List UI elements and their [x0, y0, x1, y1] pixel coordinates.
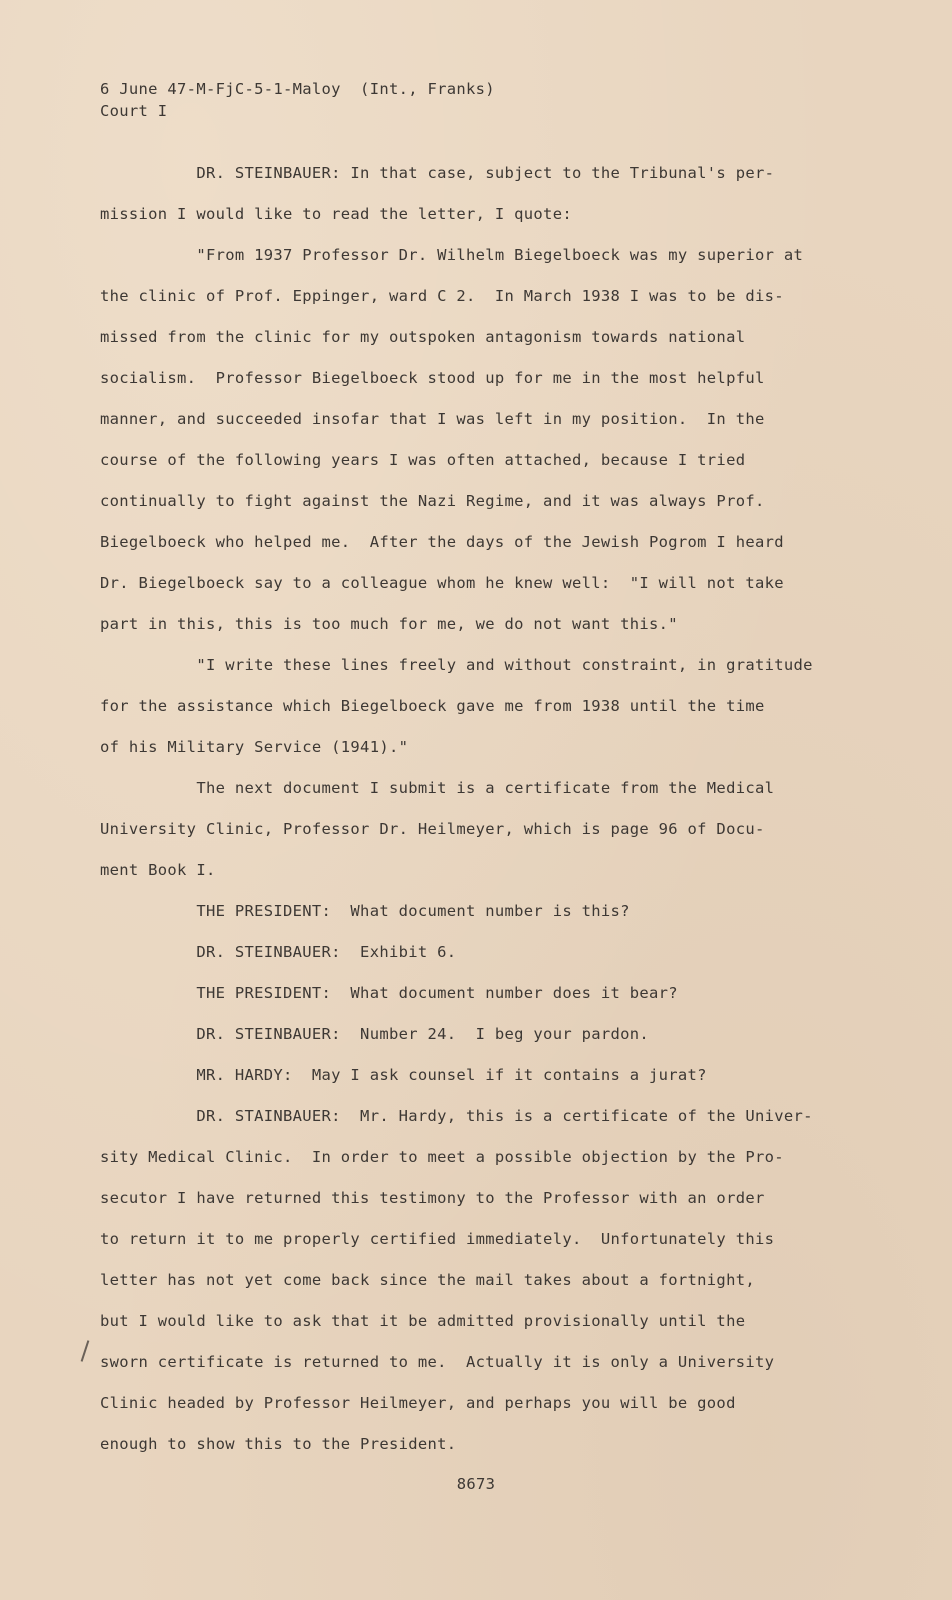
transcript-line: DR. STEINBAUER: Exhibit 6.: [100, 943, 457, 961]
transcript-line: THE PRESIDENT: What document number is this?: [100, 902, 630, 920]
transcript-line: Clinic headed by Professor Heilmeyer, and perhaps you will be good: [100, 1394, 736, 1412]
transcript-line: to return it to me properly certified immediately. Unfortunately this: [100, 1230, 775, 1248]
transcript-line: letter has not yet come back since the mail takes about a fortnight,: [100, 1271, 755, 1289]
transcript-line: DR. STEINBAUER: Number 24. I beg your pardon.: [100, 1025, 650, 1043]
transcript-line: DR. STAINBAUER: Mr. Hardy, this is a certificate of the Univer-: [100, 1107, 813, 1125]
transcript-line: the clinic of Prof. Eppinger, ward C 2. In March 1938 I was to be dis-: [100, 287, 784, 305]
transcript-line: Dr. Biegelboeck say to a colleague whom he knew well: "I will not take: [100, 574, 784, 592]
transcript-line: ment Book I.: [100, 861, 216, 879]
transcript-line: Biegelboeck who helped me. After the days of the Jewish Pogrom I heard: [100, 533, 784, 551]
transcript-line: secutor I have returned this testimony to the Professor with an order: [100, 1189, 765, 1207]
transcript-line: course of the following years I was often attached, because I tried: [100, 451, 746, 469]
document-header: [100, 78, 495, 122]
margin-pencil-mark: [81, 1340, 90, 1362]
transcript-line: socialism. Professor Biegelboeck stood up for me in the most helpful: [100, 369, 765, 387]
transcript-line: for the assistance which Biegelboeck gave me from 1938 until the time: [100, 697, 765, 715]
transcript-line: MR. HARDY: May I ask counsel if it contains a jurat?: [100, 1066, 707, 1084]
transcript-line: mission I would like to read the letter, I quote:: [100, 205, 572, 223]
transcript-line: manner, and succeeded insofar that I was left in my position. In the: [100, 410, 765, 428]
transcript-line: DR. STEINBAUER: In that case, subject to the Tribunal's per-: [100, 164, 775, 182]
transcript-line: sity Medical Clinic. In order to meet a possible objection by the Pro-: [100, 1148, 784, 1166]
header-court-line: Court I: [100, 102, 168, 120]
transcript-line: enough to show this to the President.: [100, 1435, 457, 1453]
transcript-line: of his Military Service (1941).": [100, 738, 409, 756]
transcript-line: THE PRESIDENT: What document number does it bear?: [100, 984, 678, 1002]
transcript-line: sworn certificate is returned to me. Actually it is only a University: [100, 1353, 775, 1371]
transcript-line: missed from the clinic for my outspoken antagonism towards national: [100, 328, 746, 346]
header-session-line: 6 June 47-M-FjC-5-1-Maloy (Int., Franks): [100, 80, 495, 98]
transcript-line: The next document I submit is a certificate from the Medical: [100, 779, 775, 797]
transcript-line: but I would like to ask that it be admitted provisionally until the: [100, 1312, 746, 1330]
transcript-line: University Clinic, Professor Dr. Heilmeyer, which is page 96 of Docu-: [100, 820, 765, 838]
transcript-line: "I write these lines freely and without constraint, in gratitude: [100, 656, 813, 674]
transcript-line: part in this, this is too much for me, we do not want this.": [100, 615, 678, 633]
transcript-line: "From 1937 Professor Dr. Wilhelm Biegelboeck was my superior at: [100, 246, 804, 264]
page-number: 8673: [456, 1475, 496, 1493]
transcript-line: continually to fight against the Nazi Regime, and it was always Prof.: [100, 492, 765, 510]
transcript-body: [100, 153, 830, 1465]
